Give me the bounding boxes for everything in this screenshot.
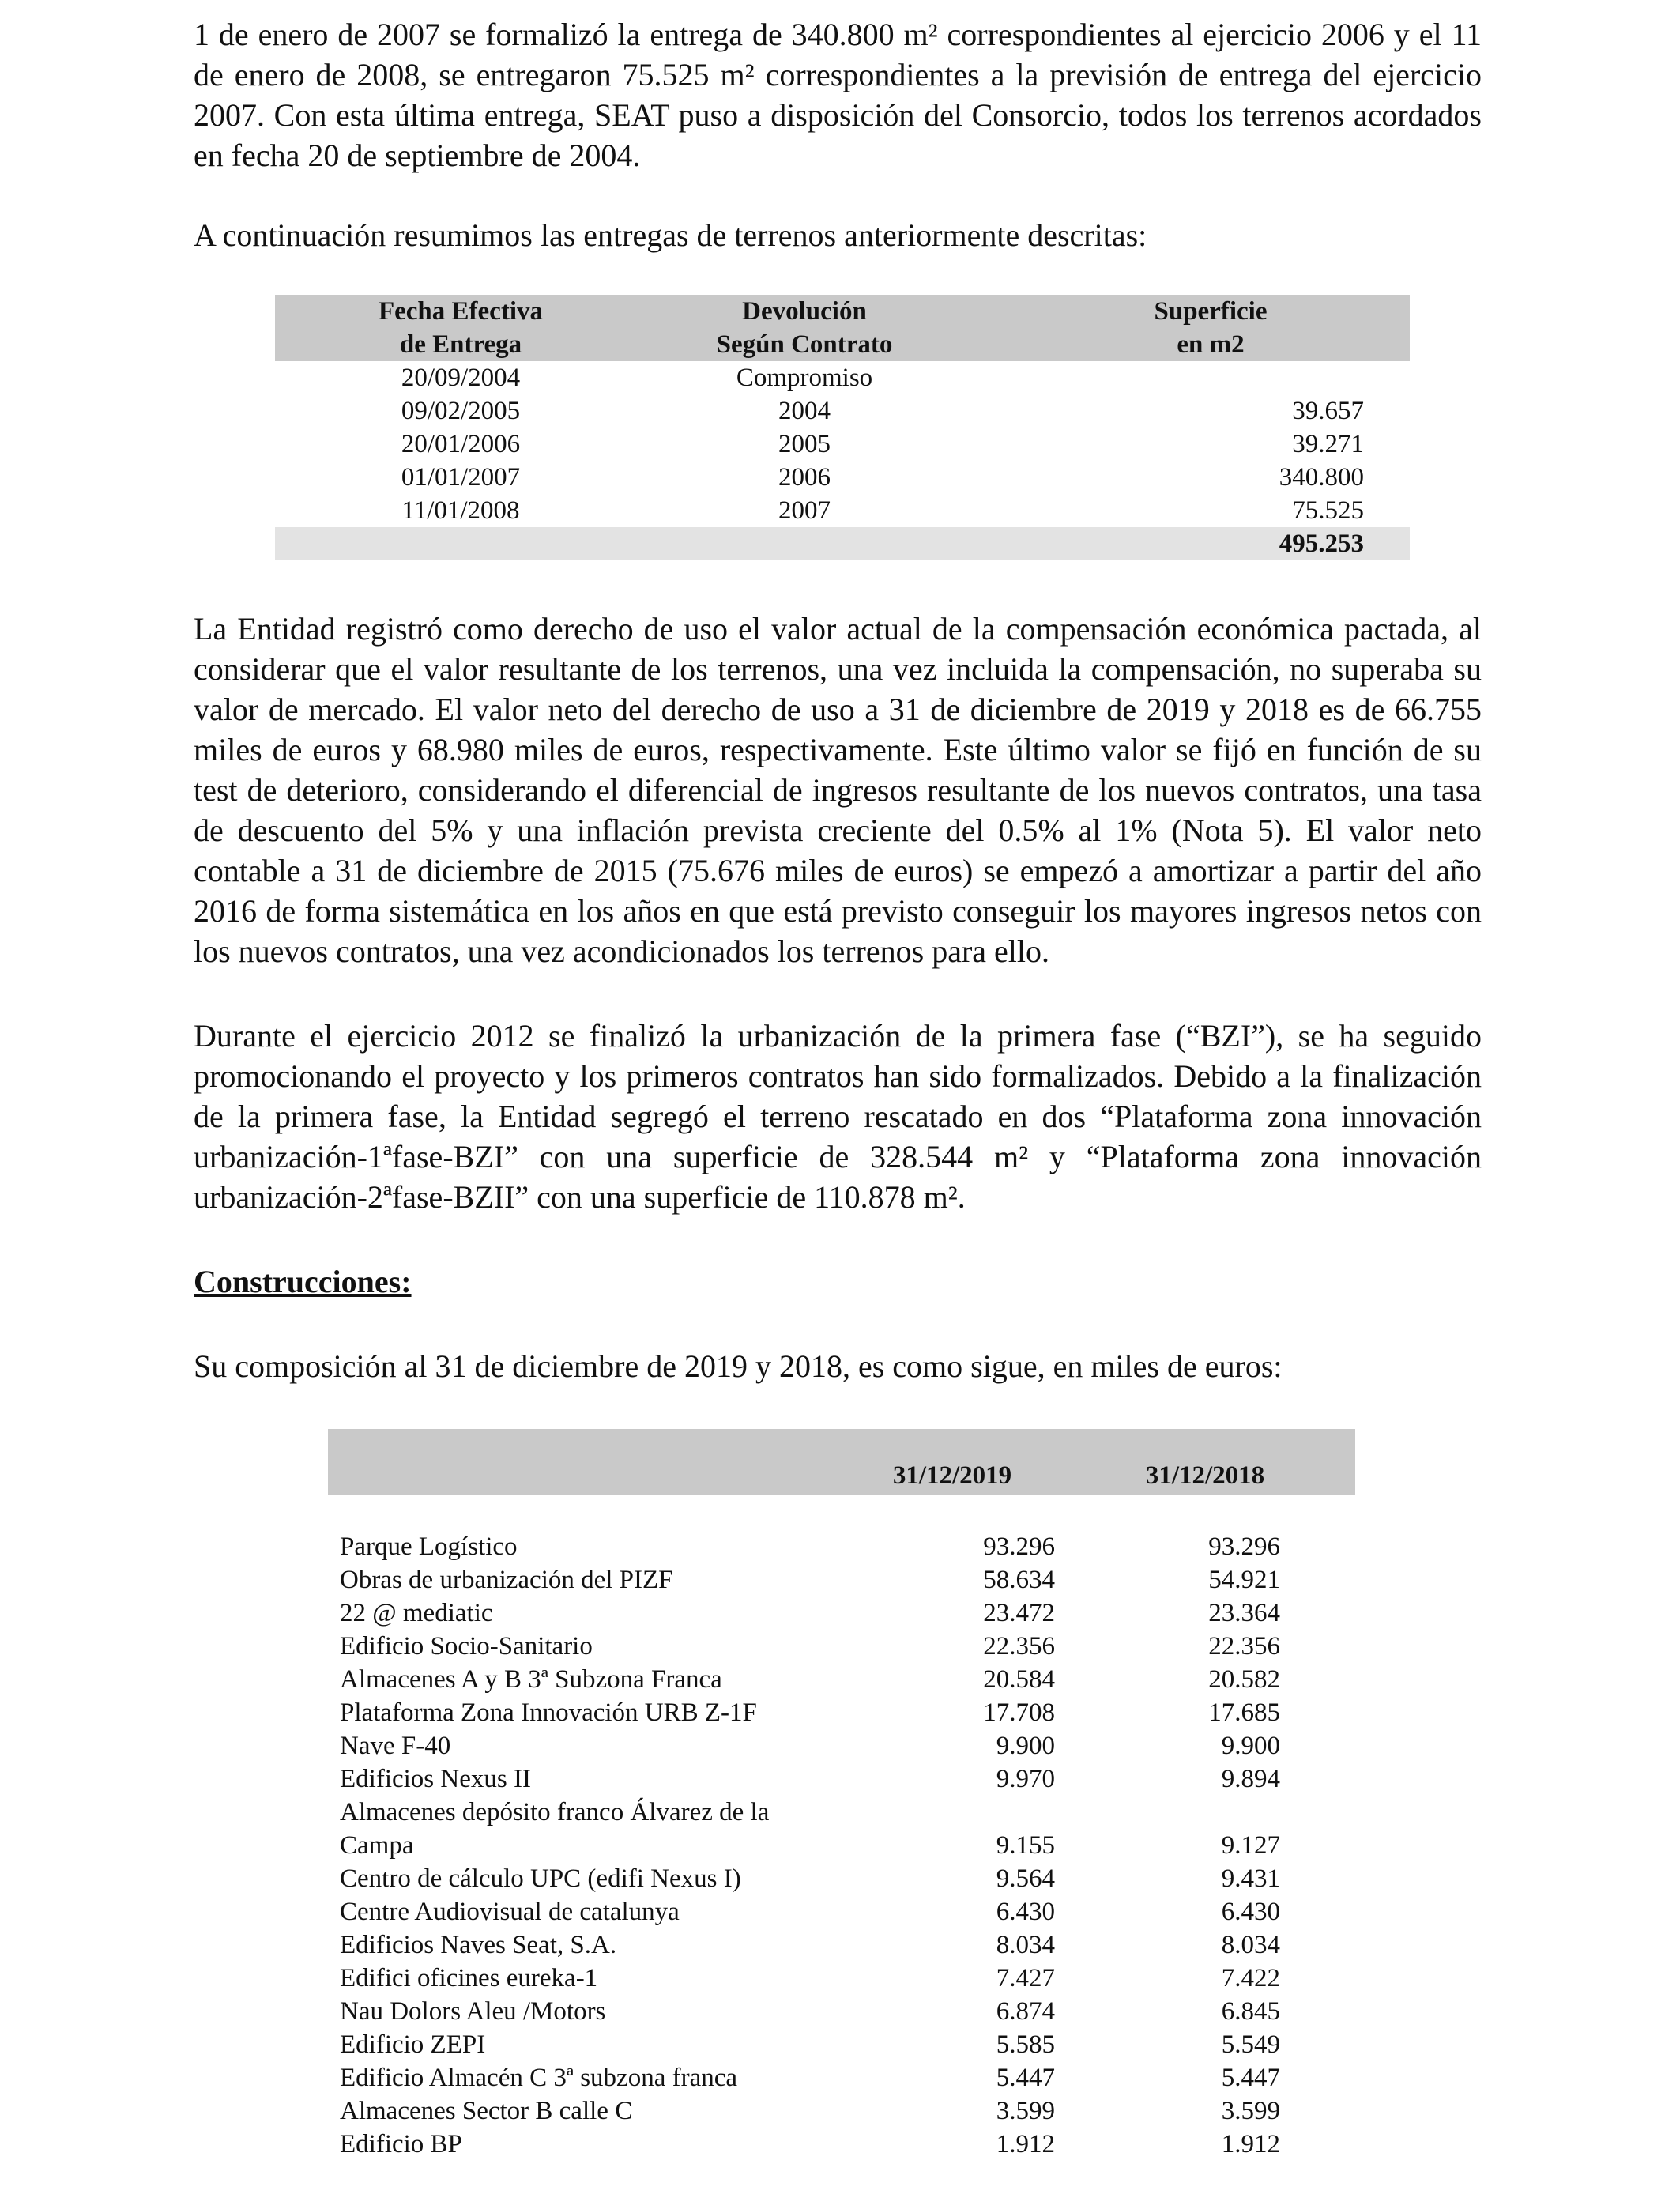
- paragraph-land-delivery: 1 de enero de 2007 se formalizó la entrega de 340.800 m² correspondientes al ejercicio 2006 y el 11 de enero de 2008, se entregaron 75.525 m² correspondientes a la previsión de entrega del ejercicio 2007. Con esta última entrega, SEAT puso a disposición del Consorcio, todos los terrenos acordados en fecha 20 de septiembre de 2004.: [194, 17, 1482, 173]
- table-cell: 8.034: [1221, 1931, 1280, 1959]
- table-cell: 2004: [778, 397, 831, 425]
- table-row: [328, 1995, 1355, 2028]
- table-cell: 93.296: [1208, 1532, 1280, 1561]
- table-cell: 20.584: [983, 1665, 1055, 1694]
- table-cell: [962, 361, 1364, 394]
- table-cell: 22 @ mediatic: [340, 1599, 493, 1627]
- table-cell: 5.447: [996, 2064, 1055, 2092]
- table-cell: 93.296: [983, 1532, 1055, 1561]
- table-cell: 75.525: [1292, 496, 1364, 525]
- table-cell: 9.900: [996, 1732, 1055, 1760]
- table-cell: 1.912: [1221, 2130, 1280, 2158]
- table-cell: 23.472: [983, 1599, 1055, 1627]
- table-cell: 23.364: [1208, 1599, 1280, 1627]
- table-cell: 2005: [778, 430, 831, 458]
- table-cell: 11/01/2008: [401, 496, 520, 525]
- table-cell: 5.585: [996, 2030, 1055, 2059]
- table-cell: Centre Audiovisual de catalunya: [340, 1898, 680, 1926]
- table-row: [328, 1796, 1355, 1862]
- table-row: [328, 2094, 1355, 2128]
- table-cell: 9.970: [996, 1765, 1055, 1793]
- table-cell: Edificios Naves Seat, S.A.: [340, 1931, 617, 1959]
- table-cell: 5.447: [1221, 2064, 1280, 2092]
- table-cell: Almacenes depósito franco Álvarez de la Campa: [340, 1798, 770, 1860]
- table-row: [328, 1962, 1355, 1995]
- table-cell: 2007: [778, 496, 831, 525]
- constructions-table: [328, 1429, 1355, 2161]
- table-cell: 17.685: [1208, 1698, 1280, 1727]
- table-total-row: [275, 527, 1410, 560]
- table-row: [328, 1895, 1355, 1928]
- table-cell: Edificios Nexus II: [340, 1765, 531, 1793]
- table-row: [275, 361, 1410, 394]
- table-cell: 8.034: [996, 1931, 1055, 1959]
- table-row: [275, 494, 1410, 527]
- table-cell: 6.430: [996, 1898, 1055, 1926]
- table-cell: 39.271: [1292, 430, 1364, 458]
- header-superficie: Superficie en m2: [1154, 297, 1268, 359]
- table-cell: Centro de cálculo UPC (edifi Nexus I): [340, 1864, 741, 1893]
- table-row: [328, 1530, 1355, 1563]
- table-row: [275, 394, 1410, 428]
- table-row: [328, 1862, 1355, 1895]
- header-fecha: Fecha Efectiva de Entrega: [378, 297, 543, 359]
- table-row: [328, 1762, 1355, 1796]
- table-row: [328, 1596, 1355, 1630]
- table-header: [275, 295, 1410, 361]
- table-cell: 09/02/2005: [401, 397, 521, 425]
- table-cell: 2006: [778, 463, 831, 492]
- table-cell: 20/01/2006: [401, 430, 521, 458]
- document-page: [194, 14, 1482, 255]
- table-cell: Edificio BP: [340, 2130, 462, 2158]
- table-cell: 3.599: [1221, 2097, 1280, 2125]
- paragraph-summary-intro: A continuación resumimos las entregas de terrenos anteriormente descritas:: [194, 217, 1147, 253]
- table-row: [275, 461, 1410, 494]
- table-row: [328, 2128, 1355, 2161]
- header-2018: 31/12/2018: [1145, 1461, 1265, 1490]
- table-cell: 20/09/2004: [401, 364, 521, 392]
- table-row: [328, 2028, 1355, 2061]
- table-cell: 22.356: [1208, 1632, 1280, 1661]
- table-row: [328, 1630, 1355, 1663]
- table-cell: 3.599: [996, 2097, 1055, 2125]
- table-cell: 39.657: [1292, 397, 1364, 425]
- table-cell: 1.912: [996, 2130, 1055, 2158]
- table-cell: 6.430: [1221, 1898, 1280, 1926]
- table-row: [328, 2061, 1355, 2094]
- table-cell: 9.127: [1221, 1831, 1280, 1860]
- section-heading: Construcciones:: [194, 1264, 412, 1299]
- table-cell: Edificio Almacén C 3ª subzona franca: [340, 2064, 738, 2092]
- table-cell: Parque Logístico: [340, 1532, 518, 1561]
- table-cell: Almacenes A y B 3ª Subzona Franca: [340, 1665, 722, 1694]
- table-cell: 7.422: [1221, 1964, 1280, 1992]
- table-header: [328, 1429, 1355, 1495]
- table-cell: 58.634: [983, 1566, 1055, 1594]
- table-row: [328, 1729, 1355, 1762]
- header-2019: 31/12/2019: [892, 1461, 1012, 1490]
- table-cell: 01/01/2007: [401, 463, 521, 492]
- table-row: [328, 1696, 1355, 1729]
- header-devolucion: Devolución Según Contrato: [716, 297, 893, 359]
- table-cell: Edificio ZEPI: [340, 2030, 486, 2059]
- table-cell: 9.564: [996, 1864, 1055, 1893]
- table-cell: 54.921: [1208, 1566, 1280, 1594]
- table-cell: 6.874: [996, 1997, 1055, 2026]
- table-cell: 20.582: [1208, 1665, 1280, 1694]
- document-page-lower: [194, 609, 1482, 1386]
- table-cell: 5.549: [1221, 2030, 1280, 2059]
- paragraph-bzi-phase: Durante el ejercicio 2012 se finalizó la urbanización de la primera fase (“BZI”), se ha seguido promocionando el proyecto y los primeros contratos han sido formalizados. Debido a la finalización de la primera fase, la Entidad segregó el terreno rescatado en dos “Plataforma zona innovación urbanización-1ªfase-BZI” con una superficie de 328.544 m² y “Plataforma zona innovación urbanización-2ªfase-BZII” con una superficie de 110.878 m².: [194, 1018, 1482, 1215]
- table-row: [275, 428, 1410, 461]
- total-superficie: 495.253: [1279, 530, 1364, 558]
- table-cell: Nave F-40: [340, 1732, 451, 1760]
- table-cell: 9.431: [1221, 1864, 1280, 1893]
- table-cell: Plataforma Zona Innovación URB Z-1F: [340, 1698, 757, 1727]
- land-deliveries-table: [275, 295, 1410, 560]
- table-cell: Edificio Socio-Sanitario: [340, 1632, 593, 1661]
- table-cell: 22.356: [983, 1632, 1055, 1661]
- table-cell: 340.800: [1279, 463, 1364, 492]
- paragraph-right-of-use: La Entidad registró como derecho de uso el valor actual de la compensación económica pactada, al considerar que el valor resultante de los terrenos, una vez incluida la compensación, no superaba su valor de mercado. El valor neto del derecho de uso a 31 de diciembre de 2019 y 2018 es de 66.755 miles de euros y 68.980 miles de euros, respectivamente. Este último valor se fijó en función de su test de deterioro, considerando el diferencial de ingresos resultante de los nuevos contratos, una tasa de descuento del 5% y una inflación prevista creciente del 0.5% al 1% (Nota 5). El valor neto contable a 31 de diciembre de 2015 (75.676 miles de euros) se empezó a amortizar a partir del año 2016 de forma sistemática en los años en que está previsto conseguir los mayores ingresos netos con los nuevos contratos, una vez acondicionados los terrenos para ello.: [194, 611, 1482, 969]
- table-cell: 7.427: [996, 1964, 1055, 1992]
- table-row: [328, 1928, 1355, 1962]
- table-cell: 6.845: [1221, 1997, 1280, 2026]
- table-cell: Compromiso: [736, 364, 873, 392]
- table-cell: 17.708: [983, 1698, 1055, 1727]
- table-cell: 9.900: [1221, 1732, 1280, 1760]
- table-cell: Almacenes Sector B calle C: [340, 2097, 633, 2125]
- table-row: [328, 1563, 1355, 1596]
- paragraph-composition-intro: Su composición al 31 de diciembre de 2019 y 2018, es como sigue, en miles de euros:: [194, 1348, 1283, 1384]
- table-cell: 9.894: [1221, 1765, 1280, 1793]
- table-row: [328, 1663, 1355, 1696]
- table-cell: Obras de urbanización del PIZF: [340, 1566, 673, 1594]
- table-cell: Edifici oficines eureka-1: [340, 1964, 598, 1992]
- table-cell: Nau Dolors Aleu /Motors: [340, 1997, 606, 2026]
- table-cell: 9.155: [996, 1831, 1055, 1860]
